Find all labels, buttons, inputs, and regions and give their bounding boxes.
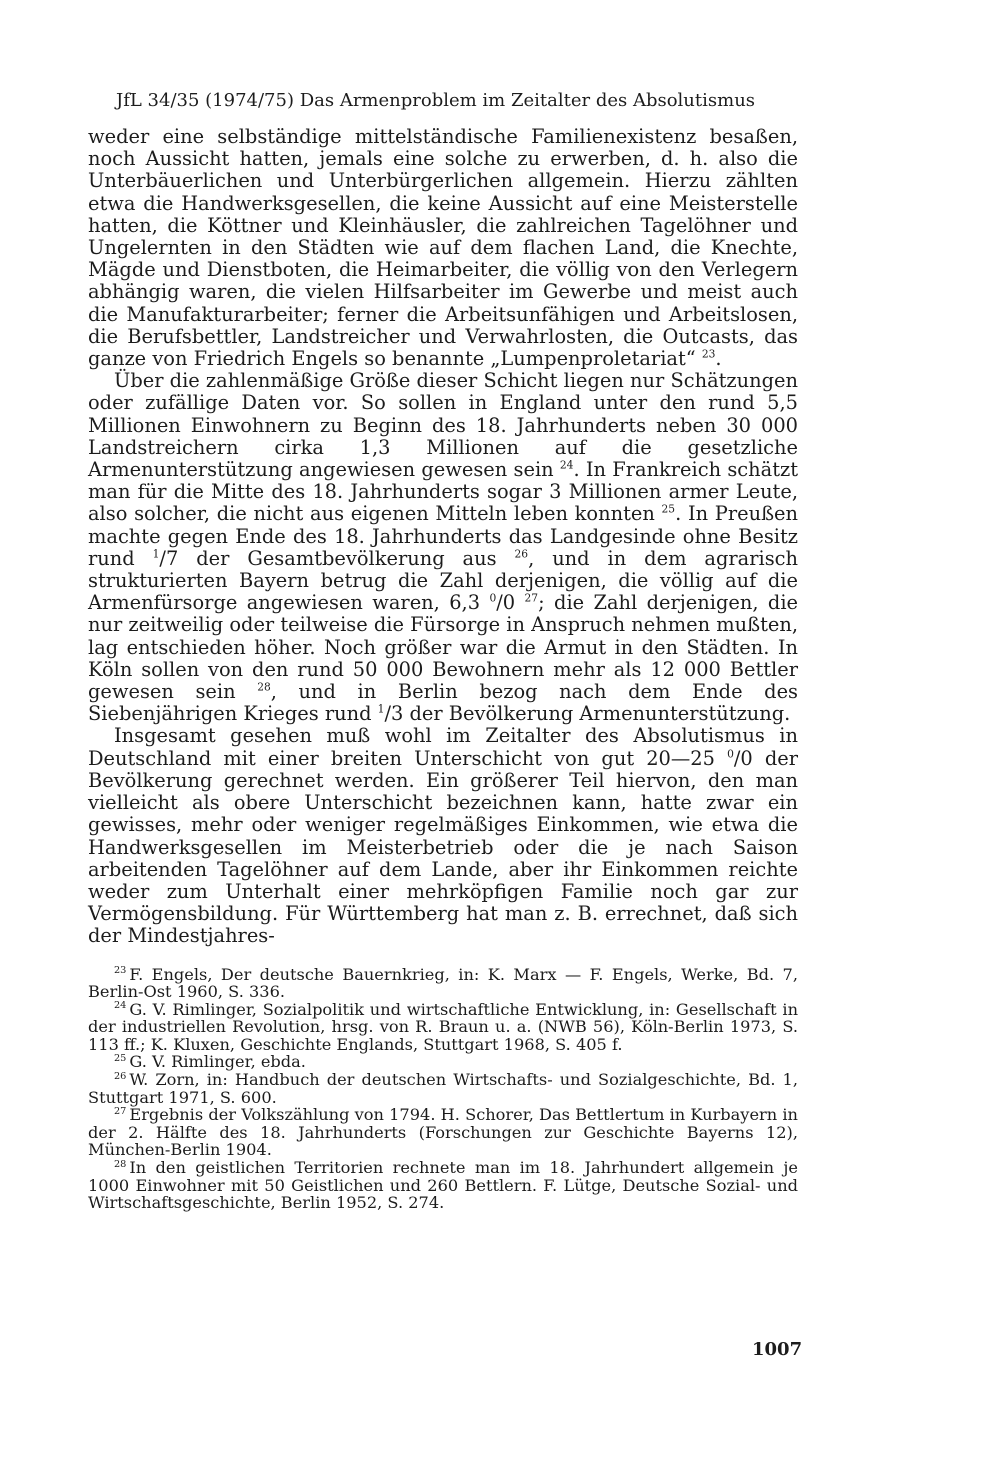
- body-text: [88, 126, 798, 948]
- footnote-marker: 25: [114, 1053, 127, 1065]
- text-run: /0: [496, 591, 525, 615]
- footnote-marker: 28: [114, 1158, 127, 1170]
- page: [88, 90, 798, 1212]
- footnote: [88, 1159, 798, 1212]
- superscript: 26: [514, 547, 529, 561]
- text-run: , und in Berlin bezog nach dem Ende des Siebenjährigen Krieges rund: [88, 680, 799, 726]
- footnote-marker: 27: [114, 1105, 127, 1117]
- footnote-text: G. V. Rimlinger, Sozialpolitik und wirtschaftliche Entwicklung, in: Gesellschaft in der industriellen Revolution, hrsg. von R. Braun u. a. (NWB 56), Köln-Berlin 1973, S. 113 ff.; K. Kluxen, Geschichte Englands, Stuttgart 1968, S. 405 f.: [88, 999, 798, 1054]
- body-paragraph: [88, 126, 798, 370]
- text-run: .: [715, 347, 722, 371]
- footnote-text: Ergebnis der Volkszählung von 1794. H. Schorer, Das Bettlertum in Kurbayern in der 2. Hälfte des 18. Jahrhunderts (Forschungen zur Geschichte Bayerns 12), München-Berlin 1904.: [88, 1105, 798, 1160]
- body-paragraph: [88, 370, 798, 725]
- superscript: 24: [559, 458, 574, 472]
- superscript: 25: [661, 502, 676, 516]
- footnotes: [88, 966, 798, 1212]
- footnote: [88, 1001, 798, 1054]
- footnote-text: In den geistlichen Territorien rechnete man im 18. Jahrhundert allgemein je 1000 Einwohner mit 50 Geistlichen und 260 Bettlern. F. Lütge, Deutsche Sozial- und Wirtschaftsgeschichte, Berlin 1952, S. 274.: [88, 1158, 798, 1213]
- page-number: 1007: [752, 1339, 803, 1360]
- body-paragraph: [88, 725, 798, 947]
- text-run: Insgesamt gesehen muß wohl im Zeitalter des Absolutismus in Deutschland mit einer breiten Unterschicht von gut 20—25: [88, 724, 798, 770]
- footnote: [88, 1106, 798, 1159]
- text-run: . In Preußen machte gegen Ende des 18. Jahrhunderts das Landgesinde ohne Besitz rund: [88, 502, 798, 570]
- footnote-text: F. Engels, Der deutsche Bauernkrieg, in: K. Marx — F. Engels, Werke, Bd. 7, Berlin-Ost 1960, S. 336.: [88, 964, 798, 1002]
- footnote: [88, 1053, 798, 1071]
- footnote-marker: 24: [114, 1000, 127, 1012]
- text-run: ; die Zahl derjenigen, die nur zeitweilig oder teilweise die Fürsorge in Anspruch nehmen mußten, lag entschieden höher. Noch größer war die Armut in den Städten. In Köln sollen von den rund 50 000 Bewohnern mehr als 12 000 Bettler gewesen sein: [88, 591, 799, 704]
- superscript: 1: [152, 547, 160, 561]
- text-run: /7 der Gesamtbevölkerung aus: [159, 546, 515, 570]
- running-head: JfL 34/35 (1974/75) Das Armenproblem im Zeitalter des Absolutismus: [116, 90, 756, 111]
- footnote-marker: 26: [114, 1070, 127, 1082]
- text-run: /3 der Bevölkerung Armenunterstützung.: [384, 702, 791, 726]
- text-run: . In Frankreich schätzt man für die Mitte des 18. Jahrhunderts sogar 3 Millionen armer Leute, also solcher, die nicht aus eigenen Mitteln leben konnten: [88, 458, 798, 526]
- text-run: Über die zahlenmäßige Größe dieser Schicht liegen nur Schätzungen oder zufällige Daten vor. So sollen in England unter den rund 5,5 Millionen Einwohnern zu Beginn des 18. Jahrhunderts neben 30 000 Landstreichern cirka 1,3 Millionen auf die gesetzliche Armenunterstützung angewiesen gewesen sein: [88, 369, 798, 482]
- footnote: [88, 966, 798, 1001]
- superscript: 23: [701, 347, 716, 361]
- text-run: , und in dem agrarisch strukturierten Bayern betrug die Zahl derjenigen, die völlig auf die Armenfürsorge angewiesen waren, 6,3: [88, 546, 798, 615]
- footnote-text: G. V. Rimlinger, ebda.: [129, 1052, 306, 1072]
- footnote-marker: 23: [114, 965, 127, 977]
- superscript: 0: [489, 591, 497, 605]
- superscript: 27: [524, 591, 539, 605]
- footnote: [88, 1071, 798, 1106]
- text-run: weder eine selbständige mittelständische Familienexistenz besaßen, noch Aussicht hatten, jemals eine solche zu erwerben, d. h. also die Unterbäuerlichen und Unterbürgerlichen allgemein. Hierzu zählten etwa die Handwerksgesellen, die keine Aussicht auf eine Meisterstelle hatten, die Köttner und Kleinhäusler, die zahlreichen Tagelöhner und Ungelernten in den Städten wie auf dem flachen Land, die Knechte, Mägde und Dienstboten, die Heimarbeiter, die völlig von den Verlegern abhängig waren, die vielen Hilfsarbeiter im Gewerbe und meist auch die Manufakturarbeiter; ferner die Arbeitsunfähigen und Arbeitslosen, die Berufsbettler, Landstreicher und Verwahrlosten, die Outcasts, das ganze von Friedrich Engels so benannte „Lumpenproletariat“: [88, 125, 798, 371]
- superscript: 1: [377, 702, 385, 716]
- footnote-text: W. Zorn, in: Handbuch der deutschen Wirtschafts- und Sozialgeschichte, Bd. 1, Stuttgart 1971, S. 600.: [88, 1070, 798, 1107]
- superscript: 28: [257, 680, 271, 694]
- superscript: 0: [727, 747, 734, 761]
- text-run: /0 der Bevölkerung gerechnet werden. Ein größerer Teil hiervon, den man vielleicht als obere Unterschicht bezeichnen kann, hatte zwar ein gewisses, mehr oder weniger regelmäßiges Einkommen, wie etwa die Handwerksgesellen im Meisterbetrieb oder die je nach Saison arbeitenden Tagelöhner auf dem Lande, aber ihr Einkommen reichte weder zum Unterhalt einer mehrköpfigen Familie noch gar zur Vermögensbildung. Für Württemberg hat man z. B. errechnet, daß sich der Mindestjahres-: [88, 746, 798, 948]
